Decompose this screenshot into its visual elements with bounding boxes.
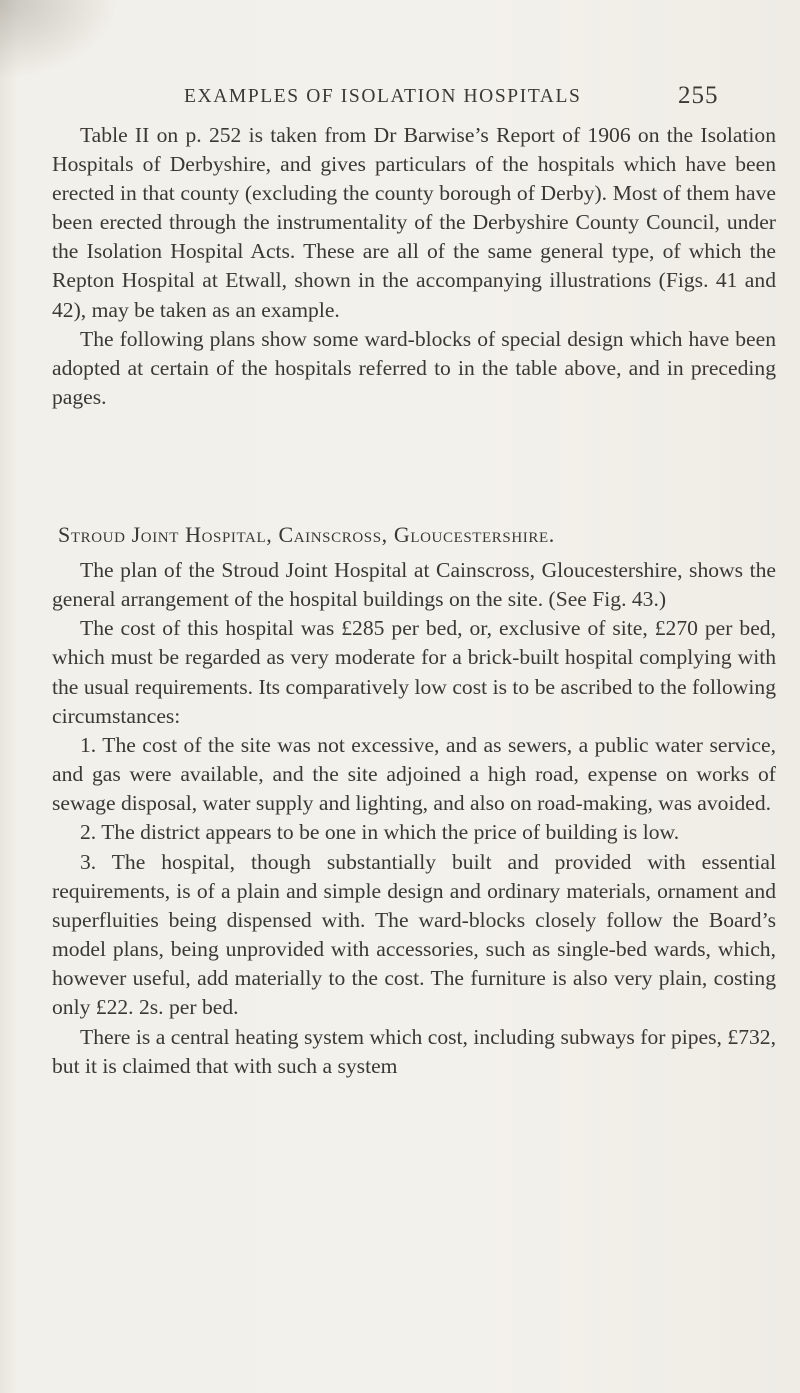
paragraph-heating: There is a central heating system which cost, including subways for pipes, £732, but it is claimed that with such a system — [52, 1024, 776, 1078]
section-heading: Stroud Joint Hospital, Cainscross, Gloucestershire. — [58, 522, 555, 547]
running-title: EXAMPLES OF ISOLATION HOSPITALS — [184, 86, 582, 107]
paragraph-plan: The plan of the Stroud Joint Hospital at Cainscross, Gloucestershire, shows the general arrangement of the hospital buildings on the site. (See Fig. 43.) — [52, 558, 776, 612]
page-number: 255 — [678, 82, 719, 109]
intro-text-block — [52, 121, 776, 412]
page-corner-shadow — [0, 0, 120, 80]
paragraph-item-2: 2. The district appears to be one in which the price of building is low. — [80, 820, 680, 845]
paragraph-item-3: 3. The hospital, though substantially built and provided with essential requirements, is of a plain and simple design and ordinary materials, ornament and superfluities being dispensed with. The ward-blocks closely follow the Board’s model plans, being unprovided with accessories, such as single-bed wards, which, however useful, add materially to the cost. The furniture is also very plain, costing only £22. 2s. per bed. — [52, 849, 776, 1020]
paragraph-cost: The cost of this hospital was £285 per bed, or, exclusive of site, £270 per bed, which must be regarded as very moderate for a brick-built hospital complying with the usual requirements. Its comparatively low cost is to be ascribed to the following circumstances: — [52, 616, 776, 728]
stroud-text-block — [52, 556, 776, 1081]
paragraph-table-reference: Table II on p. 252 is taken from Dr Barwise’s Report of 1906 on the Isolation Hospitals of Derbyshire, and gives particulars of the hospitals which have been erected in that county (excluding the county borough of Derby). Most of them have been erected through the instrumentality of the Derbyshire County Council, under the Isolation Hospital Acts. These are all of the same general type, of which the Repton Hospital at Etwall, shown in the accompanying illustrations (Figs. 41 and 42), may be taken as an example. — [52, 123, 776, 322]
paragraph-ward-blocks: The following plans show some ward-blocks of special design which have been adopted at certain of the hospitals referred to in the table above, and in preceding pages. — [52, 326, 776, 409]
paragraph-item-1: 1. The cost of the site was not excessive, and as sewers, a public water service, and gas were available, and the site adjoined a high road, expense on works of sewage disposal, water supply and lighting, and also on road-making, was avoided. — [52, 732, 776, 816]
running-header — [0, 82, 800, 122]
